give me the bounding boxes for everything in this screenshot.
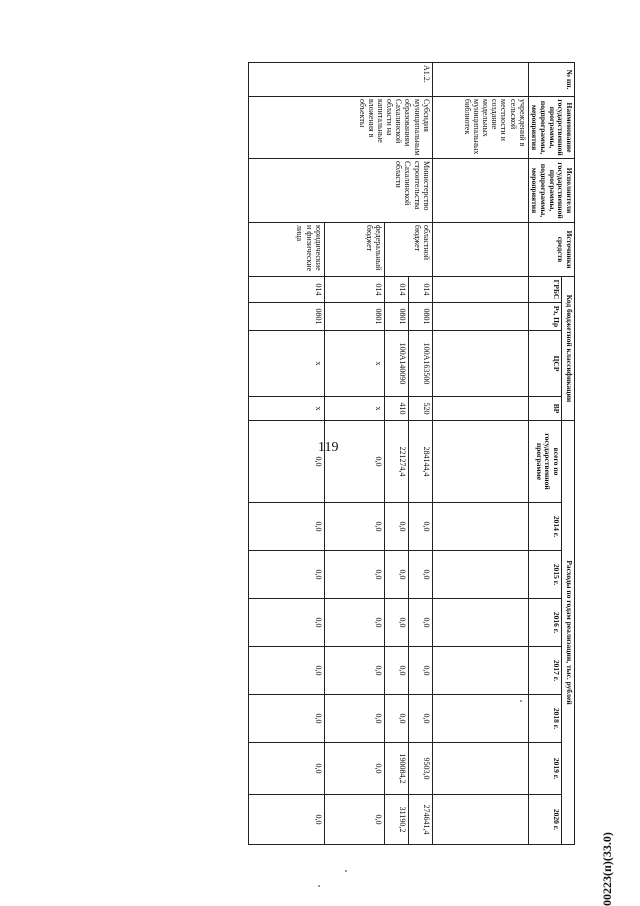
- y2018-cell: 0,0: [384, 695, 408, 743]
- y2015-cell: 0,0: [384, 551, 408, 599]
- scan-speck: [520, 700, 522, 702]
- y2018-cell: 0,0: [408, 695, 432, 743]
- col-2019-header: 2019 г.: [528, 743, 561, 795]
- y2014-cell: 0,0: [408, 503, 432, 551]
- cell: [432, 331, 528, 397]
- scan-speck: [345, 870, 347, 872]
- cell: [432, 63, 528, 97]
- rzpr-cell: 0801: [248, 303, 324, 331]
- col-executor-header: Исполнители государственной программы, подпрограммы, мероприятия: [528, 159, 574, 223]
- col-2018-header: 2018 г.: [528, 695, 561, 743]
- grbs-cell: 014: [324, 277, 384, 303]
- total-cell: 284144,4: [408, 421, 432, 503]
- source-cell: юридические и физические лица: [248, 223, 324, 277]
- cell: [432, 795, 528, 845]
- grbs-cell: 014: [248, 277, 324, 303]
- y2017-cell: 0,0: [408, 647, 432, 695]
- rotated-table-wrapper: [85, 62, 575, 842]
- cell: [432, 503, 528, 551]
- item-executor: Министерство строительства Сахалинской области: [248, 159, 432, 223]
- y2019-cell: 190084,2: [384, 743, 408, 795]
- expense-group-header: Расходы по годам реализации, тыс. рублей: [561, 421, 574, 845]
- vr-cell: х: [324, 397, 384, 421]
- y2018-cell: 0,0: [248, 695, 324, 743]
- y2017-cell: 0,0: [248, 647, 324, 695]
- cell: [432, 421, 528, 503]
- y2016-cell: 0,0: [324, 599, 384, 647]
- col-source-header: Источники средств: [528, 223, 574, 277]
- continuation-name: учреждений в сельской местности и создание модельных муниципальных библиотек: [432, 97, 528, 159]
- csr-cell: х: [248, 331, 324, 397]
- y2020-cell: 0,0: [324, 795, 384, 845]
- cell: [432, 599, 528, 647]
- rzpr-cell: 0801: [324, 303, 384, 331]
- y2019-cell: 0,0: [324, 743, 384, 795]
- cell: [432, 223, 528, 277]
- page-number: 119: [318, 440, 339, 455]
- col-2015-header: 2015 г.: [528, 551, 561, 599]
- col-no-header: № пп.: [528, 63, 574, 97]
- cell: [432, 743, 528, 795]
- table-row: [408, 63, 432, 845]
- cell: [432, 277, 528, 303]
- vr-cell: 410: [384, 397, 408, 421]
- code-group-header: Код бюджетной классификации: [561, 277, 574, 421]
- y2020-cell: 0,0: [248, 795, 324, 845]
- y2014-cell: 0,0: [324, 503, 384, 551]
- grbs-cell: 014: [384, 277, 408, 303]
- y2018-cell: 0,0: [324, 695, 384, 743]
- budget-table: [248, 62, 575, 845]
- table-row-continuation: [432, 63, 528, 845]
- vr-cell: х: [248, 397, 324, 421]
- cell: [432, 695, 528, 743]
- col-name-header: Наименование государственной программы, подпрограммы, мероприятия: [528, 97, 574, 159]
- y2017-cell: 0,0: [324, 647, 384, 695]
- grbs-cell: 014: [408, 277, 432, 303]
- cell: [432, 159, 528, 223]
- y2016-cell: 0,0: [384, 599, 408, 647]
- col-2017-header: 2017 г.: [528, 647, 561, 695]
- y2019-cell: 9503,0: [408, 743, 432, 795]
- y2014-cell: 0,0: [248, 503, 324, 551]
- vr-cell: 520: [408, 397, 432, 421]
- item-no: А1.2.: [248, 63, 432, 97]
- y2020-cell: 31190,2: [384, 795, 408, 845]
- col-2014-header: 2014 г.: [528, 503, 561, 551]
- csr-cell: х: [324, 331, 384, 397]
- col-2016-header: 2016 г.: [528, 599, 561, 647]
- rzpr-cell: 0801: [384, 303, 408, 331]
- y2017-cell: 0,0: [384, 647, 408, 695]
- csr-cell: 100А140090: [384, 331, 408, 397]
- col-2020-header: 2020 г.: [528, 795, 561, 845]
- total-cell: 221274,4: [384, 421, 408, 503]
- document-code: 00223(п)(33.0): [600, 832, 614, 906]
- y2014-cell: 0,0: [384, 503, 408, 551]
- csr-cell: 100А163500: [408, 331, 432, 397]
- source-cell: федеральный бюджет: [324, 223, 384, 277]
- total-cell: 0,0: [324, 421, 384, 503]
- scan-speck: [318, 885, 320, 887]
- col-grbs-header: ГРБС: [528, 277, 561, 303]
- total-cell: 0,0: [248, 421, 324, 503]
- y2020-cell: 274641,4: [408, 795, 432, 845]
- source-cell: областной бюджет: [384, 223, 432, 277]
- cell: [432, 647, 528, 695]
- header-row-1: [561, 63, 574, 845]
- col-total-header: всего по государственной программе: [528, 421, 561, 503]
- y2016-cell: 0,0: [248, 599, 324, 647]
- cell: [432, 303, 528, 331]
- y2016-cell: 0,0: [408, 599, 432, 647]
- col-rzpr-header: Рз, Пр: [528, 303, 561, 331]
- y2019-cell: 0,0: [248, 743, 324, 795]
- y2015-cell: 0,0: [408, 551, 432, 599]
- col-vr-header: ВР: [528, 397, 561, 421]
- rzpr-cell: 0801: [408, 303, 432, 331]
- y2015-cell: 0,0: [248, 551, 324, 599]
- col-csr-header: ЦСР: [528, 331, 561, 397]
- item-name: Субсидия муниципальным образованиям Сахалинской области на капитальные вложения в объекты: [248, 97, 432, 159]
- cell: [432, 551, 528, 599]
- y2015-cell: 0,0: [324, 551, 384, 599]
- cell: [432, 397, 528, 421]
